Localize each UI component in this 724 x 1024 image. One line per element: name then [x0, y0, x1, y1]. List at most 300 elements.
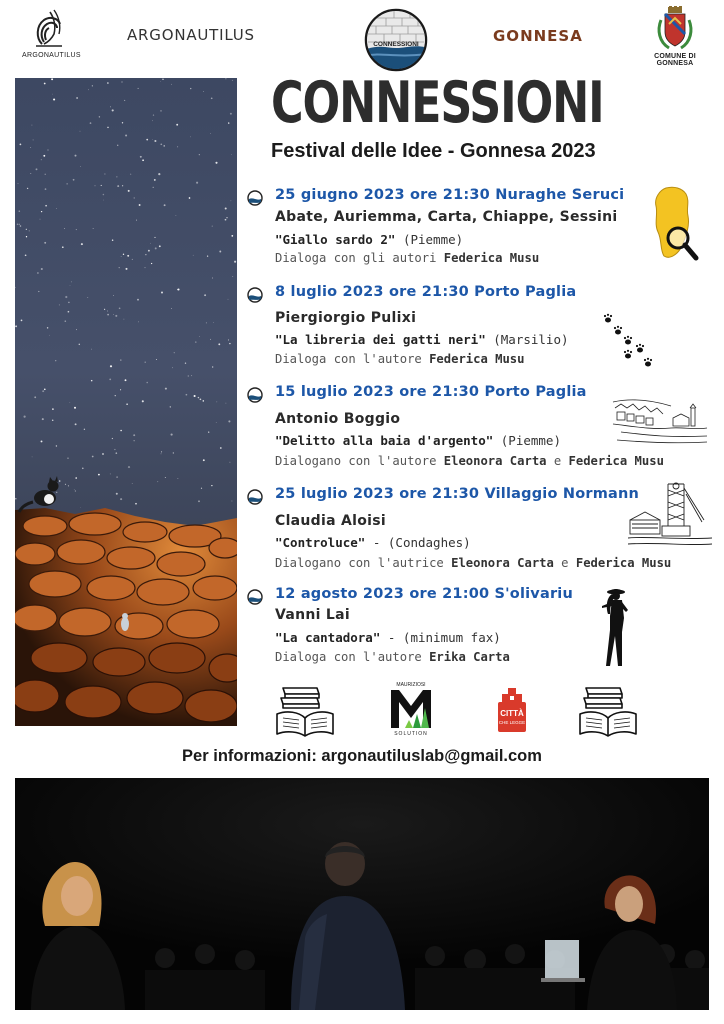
- event-book: [275, 630, 501, 645]
- star: [68, 311, 70, 313]
- star: [74, 489, 75, 490]
- star: [231, 235, 233, 237]
- star: [120, 430, 122, 432]
- star: [110, 107, 111, 108]
- star: [228, 122, 229, 123]
- star: [218, 343, 220, 345]
- connessioni-bullet-icon: [247, 387, 263, 403]
- event-1: [247, 187, 717, 267]
- comune-caption: COMUNE DI GONNESA: [654, 53, 696, 67]
- book-publisher: (Piemme): [395, 232, 464, 247]
- star: [231, 500, 232, 501]
- star: [225, 219, 227, 221]
- star: [171, 434, 173, 436]
- star: [52, 94, 53, 95]
- star: [125, 379, 127, 381]
- star: [92, 85, 93, 86]
- star: [99, 116, 100, 117]
- star: [65, 320, 67, 322]
- star: [38, 291, 39, 292]
- books-stack-icon: [576, 684, 640, 738]
- star: [207, 255, 208, 256]
- star: [216, 401, 217, 402]
- star: [45, 188, 47, 190]
- star: [125, 268, 127, 270]
- star: [115, 315, 117, 317]
- star: [56, 445, 57, 446]
- star: [140, 156, 142, 158]
- connessioni-logo-text: CONNESSIONI: [373, 41, 419, 48]
- star: [119, 307, 121, 309]
- star: [228, 420, 230, 422]
- star: [101, 185, 102, 186]
- star: [71, 282, 72, 283]
- star: [122, 82, 123, 83]
- star: [136, 220, 137, 221]
- event-book: [275, 535, 471, 550]
- star: [116, 493, 118, 495]
- star: [137, 299, 139, 301]
- star: [191, 375, 192, 376]
- star: [232, 80, 233, 81]
- dialog-conjunction: e: [553, 556, 576, 570]
- citta-label: CITTÀ: [500, 709, 524, 718]
- star: [161, 291, 163, 293]
- star: [153, 114, 154, 115]
- star: [220, 447, 222, 449]
- star: [124, 319, 125, 320]
- star: [157, 481, 158, 482]
- star: [53, 98, 55, 100]
- star: [196, 182, 198, 184]
- star: [120, 389, 121, 390]
- star: [76, 97, 78, 99]
- star: [165, 477, 166, 478]
- star: [113, 314, 114, 315]
- event-dialog: [275, 352, 524, 366]
- star: [45, 174, 46, 175]
- star: [62, 246, 64, 248]
- event-authors: Claudia Aloisi: [275, 513, 387, 529]
- star: [134, 440, 135, 441]
- dialog-names: Federica Musu: [429, 352, 525, 366]
- star: [177, 288, 179, 290]
- dialog-names: Erika Carta: [429, 650, 510, 664]
- dialog-names: Eleonora Carta: [451, 556, 554, 570]
- star: [145, 267, 146, 268]
- star: [87, 297, 88, 298]
- star: [171, 84, 172, 85]
- dialog-prefix: Dialoga con l'autore: [275, 650, 430, 664]
- star: [130, 174, 131, 175]
- star: [211, 485, 212, 486]
- star: [107, 311, 108, 312]
- star: [113, 295, 114, 296]
- star: [88, 89, 89, 90]
- star: [51, 78, 53, 80]
- star: [132, 483, 133, 484]
- star: [41, 159, 42, 160]
- argonautilus-wordmark: ARGONAUTILUS: [127, 26, 255, 44]
- star: [124, 100, 125, 101]
- star: [125, 134, 127, 136]
- star: [27, 188, 28, 189]
- star: [161, 451, 162, 452]
- stage-event-photo: [15, 778, 709, 1010]
- star: [160, 81, 161, 82]
- star: [33, 139, 34, 140]
- star: [163, 145, 165, 147]
- paw-prints-icon: [598, 310, 658, 374]
- star: [116, 476, 118, 478]
- star: [172, 367, 173, 368]
- event-date: 25 giugno 2023 ore 21:30 Nuraghe Seruci: [275, 187, 625, 203]
- star: [44, 242, 46, 244]
- dialog-names-2: Federica Musu: [575, 556, 672, 570]
- coat-of-arms-icon: [655, 6, 695, 52]
- star: [212, 277, 213, 278]
- star: [30, 173, 31, 174]
- star: [164, 204, 166, 206]
- star: [40, 219, 41, 220]
- star: [104, 173, 105, 174]
- star: [110, 473, 111, 474]
- star: [20, 225, 22, 227]
- star: [19, 210, 21, 212]
- event-authors: Antonio Boggio: [275, 411, 401, 427]
- connessioni-logo: [364, 8, 428, 72]
- star: [116, 452, 118, 454]
- star: [73, 179, 75, 181]
- star: [225, 207, 227, 209]
- star: [123, 254, 124, 255]
- star: [59, 304, 60, 305]
- mauriziosi-solution-logo: [387, 680, 435, 736]
- star: [81, 243, 83, 245]
- star: [210, 339, 211, 340]
- star: [70, 285, 71, 286]
- star: [200, 398, 202, 400]
- connessioni-bullet-icon: [247, 489, 263, 505]
- star: [138, 88, 139, 89]
- star: [194, 395, 196, 397]
- dialog-names-2: Federica Musu: [568, 454, 664, 468]
- star: [150, 243, 151, 244]
- star: [159, 245, 161, 247]
- star: [36, 168, 38, 170]
- star: [112, 438, 113, 439]
- book-title: "Delitto alla baia d'argento": [275, 433, 494, 448]
- star: [152, 139, 153, 140]
- star: [75, 490, 76, 491]
- dialog-conjunction: e: [546, 454, 569, 468]
- star: [198, 500, 200, 502]
- gonnesa-wordmark: GONNESA: [493, 27, 583, 45]
- star: [120, 498, 122, 500]
- star: [30, 147, 31, 148]
- star: [79, 344, 80, 345]
- star: [56, 208, 57, 209]
- star: [226, 217, 227, 218]
- star: [56, 492, 57, 493]
- star: [52, 420, 54, 422]
- page-title: CONNESSIONI: [271, 70, 604, 136]
- star: [203, 400, 205, 402]
- connessioni-bullet-icon: [247, 190, 263, 206]
- star: [80, 131, 81, 132]
- star: [146, 139, 148, 141]
- event-date: 8 luglio 2023 ore 21:30 Porto Paglia: [275, 284, 577, 300]
- star: [31, 125, 32, 126]
- star: [41, 440, 43, 442]
- star: [103, 200, 104, 201]
- connessioni-bullet-icon: [247, 589, 263, 605]
- star: [114, 449, 115, 450]
- star: [135, 503, 137, 505]
- star: [206, 322, 207, 323]
- star: [26, 236, 27, 237]
- star: [211, 97, 213, 99]
- star: [120, 359, 121, 360]
- star: [186, 394, 188, 396]
- dialog-prefix: Dialogano con l'autrice: [275, 556, 452, 570]
- star: [110, 365, 112, 367]
- star: [229, 343, 230, 344]
- event-dialog: [275, 454, 664, 468]
- star: [173, 452, 174, 453]
- star: [92, 456, 94, 458]
- contact-info: Per informazioni: argonautiluslab@gmail.com: [182, 747, 542, 765]
- star: [201, 488, 202, 489]
- star: [134, 197, 135, 198]
- star: [203, 459, 205, 461]
- star: [145, 254, 146, 255]
- star: [204, 294, 206, 296]
- star: [193, 255, 194, 256]
- star: [107, 314, 109, 316]
- star: [98, 474, 100, 476]
- book-title: "Giallo sardo 2": [275, 232, 396, 247]
- star: [148, 250, 150, 252]
- star: [121, 256, 122, 257]
- star: [119, 267, 120, 268]
- star: [151, 263, 152, 264]
- citta-che-legge-logo: [494, 688, 530, 734]
- argonautilus-mark-caption: ARGONAUTILUS: [22, 52, 81, 59]
- star: [26, 229, 27, 230]
- star: [195, 341, 196, 342]
- star: [229, 462, 230, 463]
- star: [142, 159, 144, 161]
- star: [160, 143, 162, 145]
- star: [117, 185, 119, 187]
- star: [210, 133, 211, 134]
- star: [80, 507, 81, 508]
- star: [76, 229, 77, 230]
- star: [154, 140, 156, 142]
- star: [154, 237, 155, 238]
- star: [231, 200, 232, 201]
- event-5: [247, 586, 717, 666]
- star: [59, 480, 61, 482]
- star: [152, 120, 153, 121]
- mauriziosi-top-text: MAURIZIOSI: [396, 682, 426, 688]
- star: [177, 146, 178, 147]
- star: [122, 185, 123, 186]
- star: [208, 431, 209, 432]
- mauriziosi-bottom-text: SOLUTION: [394, 731, 428, 736]
- star: [102, 453, 104, 455]
- star: [55, 360, 56, 361]
- star: [75, 155, 77, 157]
- event-authors: Abate, Auriemma, Carta, Chiappe, Sessini: [275, 209, 618, 225]
- star: [32, 457, 33, 458]
- mine-headframe-sketch-icon: [628, 480, 712, 552]
- star: [212, 366, 213, 367]
- star: [212, 226, 213, 227]
- star: [84, 429, 85, 430]
- star: [155, 247, 157, 249]
- star: [47, 327, 48, 328]
- star: [228, 299, 229, 300]
- star: [199, 336, 200, 337]
- star: [34, 396, 36, 398]
- star: [127, 255, 129, 257]
- star: [176, 215, 177, 216]
- star: [74, 407, 76, 409]
- star: [158, 173, 160, 175]
- star: [230, 113, 232, 115]
- star: [76, 329, 77, 330]
- books-stack-icon: [273, 684, 337, 738]
- star: [24, 416, 26, 418]
- star: [225, 78, 226, 79]
- star: [219, 251, 221, 253]
- event-book: [275, 433, 561, 448]
- star: [75, 477, 77, 479]
- star: [165, 388, 167, 390]
- book-title: "La cantadora": [275, 630, 381, 645]
- star: [95, 185, 96, 186]
- star: [80, 166, 81, 167]
- star: [21, 320, 23, 322]
- event-dialog: [275, 650, 510, 664]
- star: [112, 239, 113, 240]
- star: [112, 109, 114, 111]
- star: [128, 190, 130, 192]
- star: [162, 79, 163, 80]
- event-dialog: [275, 556, 671, 570]
- star: [65, 484, 66, 485]
- star: [15, 325, 17, 327]
- star: [215, 162, 217, 164]
- star: [19, 224, 20, 225]
- comune-di-gonnesa-logo: [640, 6, 710, 67]
- star: [103, 194, 105, 196]
- star: [139, 204, 141, 206]
- star: [64, 228, 65, 229]
- star: [49, 335, 50, 336]
- star: [122, 122, 123, 123]
- star: [67, 183, 68, 184]
- star: [116, 176, 117, 177]
- star: [132, 259, 133, 260]
- book-title: "La libreria dei gatti neri": [275, 332, 486, 347]
- dialog-prefix: Dialoga con gli autori: [275, 251, 444, 265]
- star: [82, 468, 84, 470]
- star: [69, 402, 70, 403]
- dialog-names: Eleonora Carta: [443, 454, 547, 468]
- star: [203, 91, 204, 92]
- star: [156, 359, 157, 360]
- star: [43, 155, 45, 157]
- star: [199, 154, 200, 155]
- star: [18, 183, 19, 184]
- star: [170, 406, 171, 407]
- page-subtitle: Festival delle Idee - Gonnesa 2023: [271, 140, 596, 162]
- event-authors: Piergiorgio Pulixi: [275, 310, 417, 326]
- event-date: 25 luglio 2023 ore 21:30 Villaggio Normann: [275, 486, 640, 502]
- star: [117, 145, 118, 146]
- star: [188, 376, 189, 377]
- star: [234, 261, 236, 263]
- star: [198, 397, 199, 398]
- dialog-prefix: Dialogano con l'autore: [275, 454, 444, 468]
- star: [44, 389, 46, 391]
- book-publisher: (Piemme): [493, 433, 561, 448]
- star: [17, 223, 19, 225]
- sardinia-magnifier-icon: [652, 184, 700, 266]
- star: [15, 498, 17, 500]
- star: [190, 136, 191, 137]
- star: [42, 390, 44, 392]
- star: [68, 485, 69, 486]
- star: [146, 382, 148, 384]
- star: [20, 144, 22, 146]
- event-book: [275, 232, 463, 247]
- star: [41, 268, 43, 270]
- coastal-village-sketch-icon: [611, 394, 709, 450]
- star: [91, 380, 93, 382]
- star: [153, 187, 154, 188]
- star: [68, 302, 70, 304]
- star: [65, 296, 67, 298]
- argonautilus-logo: [22, 8, 81, 68]
- star: [25, 254, 27, 256]
- star: [142, 400, 144, 402]
- star: [47, 149, 48, 150]
- star: [232, 276, 233, 277]
- star: [228, 339, 229, 340]
- star: [128, 466, 130, 468]
- citta-sub: CHE LEGGE: [498, 720, 526, 725]
- star: [42, 418, 44, 420]
- star: [216, 422, 217, 423]
- star: [45, 205, 47, 207]
- event-book: [275, 332, 569, 347]
- connessioni-bullet-icon: [247, 287, 263, 303]
- star: [75, 423, 77, 425]
- book-title: "Controluce": [275, 535, 366, 550]
- star: [93, 228, 94, 229]
- star: [160, 110, 161, 111]
- star: [91, 349, 92, 350]
- star: [29, 230, 30, 231]
- star: [104, 309, 105, 310]
- star: [44, 83, 46, 85]
- star: [109, 378, 111, 380]
- star: [107, 127, 109, 129]
